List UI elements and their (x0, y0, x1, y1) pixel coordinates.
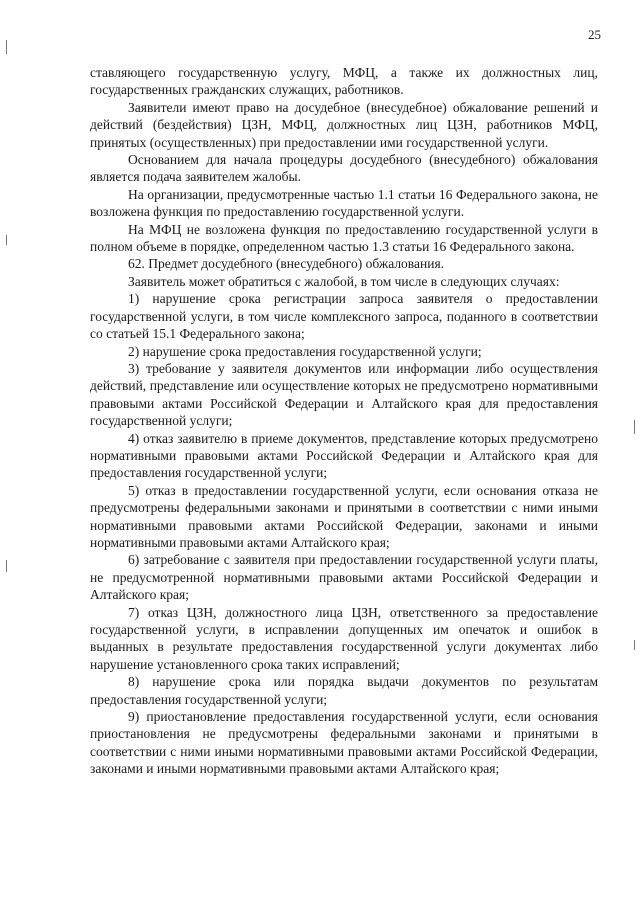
list-item: 4) отказ заявителю в приеме документов, представление которых предусмотрено нормативными правовыми актами Российской Федерации и Алтайского края для предоставления государственной услуги; (90, 430, 598, 481)
list-item: 8) нарушение срока или порядка выдачи документов по результатам предоставления государственной услуги; (90, 674, 598, 707)
scan-edge-mark (6, 235, 7, 245)
paragraph: На организации, предусмотренные частью 1.1 статьи 16 Федерального закона, не возложена функция по предоставлению государственной услуги. (90, 186, 598, 220)
paragraph: Заявители имеют право на досудебное (внесудебное) обжалование решений и действий (бездействия) ЦЗН, МФЦ, должностных лиц ЦЗН, работников МФЦ, принятых (осуществленных) при предоставлении ими государственной услуги. (90, 99, 598, 150)
scan-edge-mark (634, 420, 635, 434)
list-item: 2) нарушение срока предоставления государственной услуги; (128, 343, 482, 359)
section-heading: 62. Предмет досудебного (внесудебного) обжалования. (128, 256, 445, 272)
paragraph: Основанием для начала процедуры досудебного (внесудебного) обжалования является подача заявителем жалобы. (90, 152, 598, 185)
scan-edge-mark (6, 560, 7, 572)
list-item: 7) отказ ЦЗН, должностного лица ЦЗН, ответственного за предоставление государственной услуги, в исправлении допущенных им опечаток и ошибок в выданных в результате предоставления государственной услуги документах либо нарушение установленного срока таких исправлений; (90, 604, 598, 672)
list-item: 3) требование у заявителя документов или информации либо осуществления действий, представление или осуществление которых не предусмотрено нормативными правовыми актами Российской Федерации и Алтайского края для предоставления государственной услуги; (90, 360, 598, 429)
page-number: 25 (588, 27, 601, 42)
scan-edge-mark (6, 40, 7, 54)
list-item: 5) отказ в предоставлении государственной услуги, если основания отказа не предусмотрены федеральными законами и принятыми в соответствии с ними иными нормативными правовыми актами Российской Федерации, законами и иными нормативными правовыми актами Алтайского края; (90, 482, 598, 550)
paragraph: ставляющего государственную услугу, МФЦ, а также их должностных лиц, государственных гражданских служащих, работников. (90, 65, 598, 98)
document-body (90, 64, 598, 778)
list-item: 1) нарушение срока регистрации запроса заявителя о предоставлении государственной услуги, в том числе комплексного запроса, поданного в соответствии со статьей 15.1 Федерального закона; (90, 291, 598, 342)
list-item: 9) приостановление предоставления государственной услуги, если основания приостановления не предусмотрены федеральными законами и принятыми в соответствии с ними иными нормативными правовыми актами Российской Федерации, законами и иными нормативными правовыми актами Алтайского края; (90, 709, 598, 777)
scan-edge-mark (634, 640, 635, 650)
paragraph: На МФЦ не возложена функция по предоставлению государственной услуги в полном объеме в порядке, определенном частью 1.3 статьи 16 Федерального закона. (90, 221, 598, 255)
list-item: 6) затребование с заявителя при предоставлении государственной услуги платы, не предусмотренной нормативными правовыми актами Российской Федерации и Алтайского края; (90, 552, 598, 603)
paragraph: Заявитель может обратиться с жалобой, в том числе в следующих случаях: (128, 273, 560, 289)
